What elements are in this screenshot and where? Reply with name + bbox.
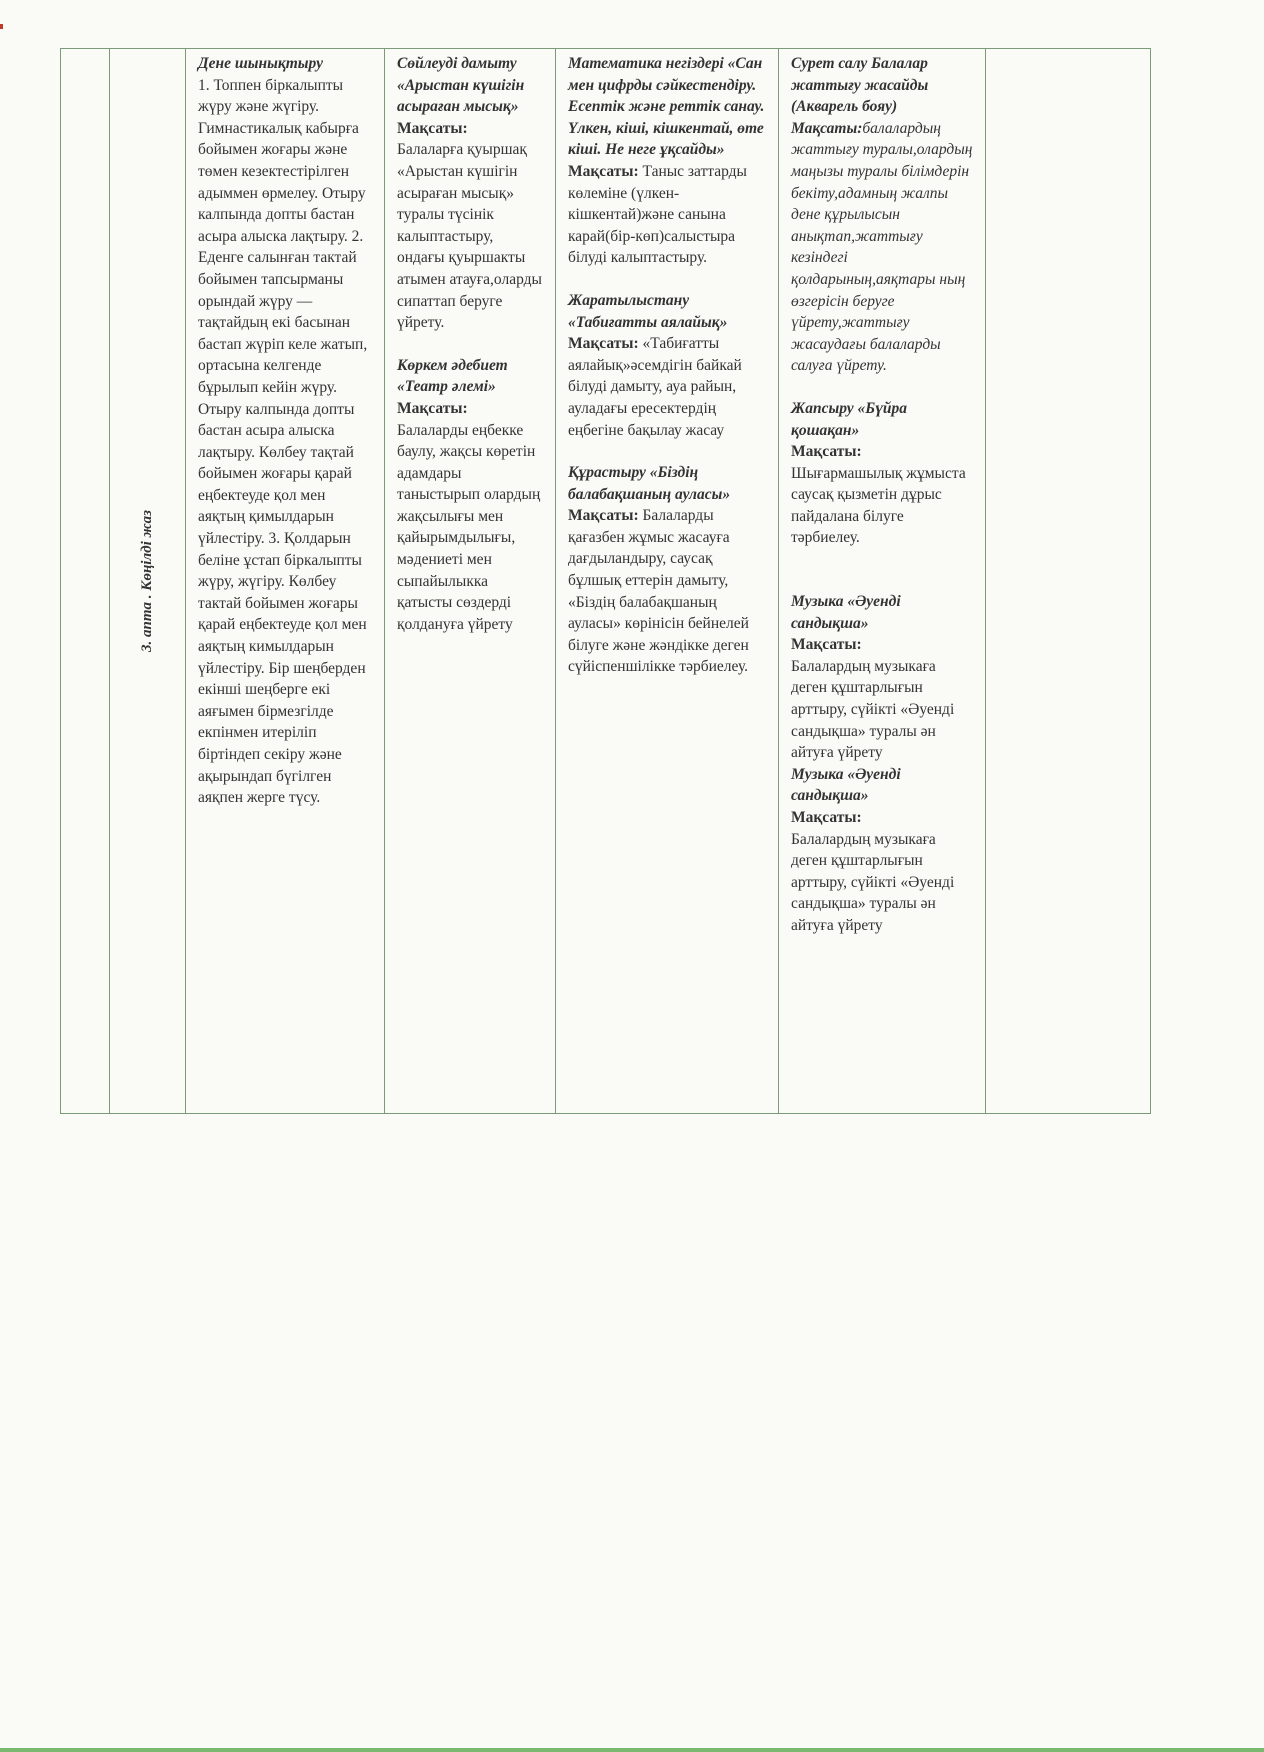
applique-goal-text: Шығармашылық жұмыста саусақ қызметін дұрыс пайдалана білуге тәрбиелеу. (791, 464, 966, 547)
math-goal-label: Мақсаты: (568, 162, 639, 180)
music-goal-text-2: Балалардың музыкаға деген құштарлығын арттыру, сүйікті «Әуенді сандықша» туралы ән айтуға үйрету (791, 830, 955, 934)
speech-goal-label: Мақсаты: (397, 119, 468, 137)
pe-title: Дене шынықтыру (198, 55, 323, 72)
nature-goal-label: Мақсаты: (568, 335, 639, 353)
drawing-title: Сурет салу Балалар жаттығу жасайды (Акварель бояу) (791, 55, 929, 116)
construction-goal-label: Мақсаты: (568, 507, 639, 525)
music-goal-text-1: Балалардың музыкаға деген құштарлығын арттыру, сүйікті «Әуенді сандықша» туралы ән айтуға үйрету (791, 657, 955, 762)
literature-title: Көркем әдебиет «Театр әлемі» (397, 356, 508, 396)
drawing-goal-text: балалардың жаттығу туралы,олардың маңызы туралы білімдерін бекіту,адамның жалпы дене құрылысын анықтап,жаттығу кезіндегі қолдарының,аяқтары ның өзгерісін беруге үйрету,жаттығу жасаудағы балаларды салуға үйрету. (791, 119, 973, 375)
music-title-2: Музыка «Әуенді сандықша» (791, 765, 901, 805)
applique-goal-label: Мақсаты: (791, 443, 862, 461)
lesson-plan-table (60, 48, 1151, 1114)
literature-goal-text: Балаларды еңбекке баулу, жақсы көретін адамдары таныстырып олардың жақсылығы мен қайырымдылығы, мәдениеті мен сыпайылыкка қатысты сөздерді қолдануға үйрету (397, 421, 541, 633)
music-goal-label-1: Мақсаты: (791, 636, 862, 654)
construction-title: Құрастыру «Біздің балабақшаның ауласы» (568, 464, 731, 503)
math-goal-text: Таныс заттарды көлеміне (үлкен-кішкентай)және санына карай(бір-көп)салыстыра білуді калыптастыру. (568, 162, 747, 267)
applique-title: Жапсыру «Бүйра қошақан» (791, 399, 908, 439)
green-edge-strip (0, 1748, 1264, 1752)
drawing-goal-label: Мақсаты: (791, 119, 863, 137)
music-title-1: Музыка «Әуенді сандықша» (791, 593, 901, 632)
speech-title: Сөйлеуді дамыту «Арыстан күшігін асыраған мысық» (397, 55, 525, 116)
week-cell (110, 49, 186, 1114)
art-music-cell (779, 49, 986, 1114)
speech-goal-text: Балаларға қуыршақ «Арыстан күшігін асыраған мысық» туралы түсінік калыптастыру, ондағы қуыршакты атымен атауға,оларды сипаттап беруге үйрету. (397, 141, 542, 332)
red-scan-mark (0, 24, 3, 29)
construction-goal-text: Балаларды қағазбен жұмыс жасауға дағдыландыру, саусақ бұлшық еттерін дамыту, «Біздің балабақшаның ауласы» көрінісін бейнелей білуге және жәндікке деген сүйіспеншілікке тәрбиелеу. (568, 507, 749, 676)
week-label: 3. апта . Көңілді жаз (138, 510, 155, 652)
empty-last-cell (986, 49, 1151, 1114)
math-science-cell (556, 49, 779, 1114)
table-row (61, 49, 1151, 1114)
physical-education-cell (186, 49, 385, 1114)
literature-goal-label: Мақсаты: (397, 399, 468, 417)
math-title: Математика негіздері «Сан мен цифрды сәйкестендіру. Есептік және реттік санау. Үлкен, кіші, кішкентай, өте кіші. Не неге ұқсайды» (568, 55, 765, 159)
nature-goal-text: «Табиғатты аялайық»әсемдігін байкай білуді дамыту, ауа райын, ауладағы ересектердің еңбегіне бақылау жасау (568, 335, 742, 439)
empty-cell (61, 49, 110, 1114)
nature-title: Жаратылыстану «Табиғатты аялайық» (568, 291, 728, 331)
music-goal-label-2: Мақсаты: (791, 809, 862, 826)
pe-text: 1. Топпен біркалыпты жүру және жүгіру. Гимнастикалық кабырға бойымен жоғары және төмен кезектестірілген адыммен өрмелеу. Отыру калпында допты бастан асыра алыска лақтыру. 2. Еденге салынған тактай бойымен тапсырманы орындай жүру — тақтайдың екі басынан бастап жүріп келе жатып, ортасына келгенде бұрылып кейін жүру. Отыру калпында допты бастан асыра алыска лақтыру. Көлбеу тақтай бойымен жоғары қарай еңбектеуде қол мен аяқтың қимылдарын үйлестіру. 3. Қолдарын беліне ұстап біркалыпты жүру, жүгіру. Көлбеу тактай бойымен жоғары қарай еңбектеуде қол мен аяқтың кимылдарын үйлестіру. Бір шеңберден екінші шеңберге екі аяғымен бірмезгілде екпінмен итеріліп біртіндеп секіру және ақырындап бүгілген аяқпен жерге түсу. (198, 76, 368, 807)
speech-literature-cell (385, 49, 556, 1114)
